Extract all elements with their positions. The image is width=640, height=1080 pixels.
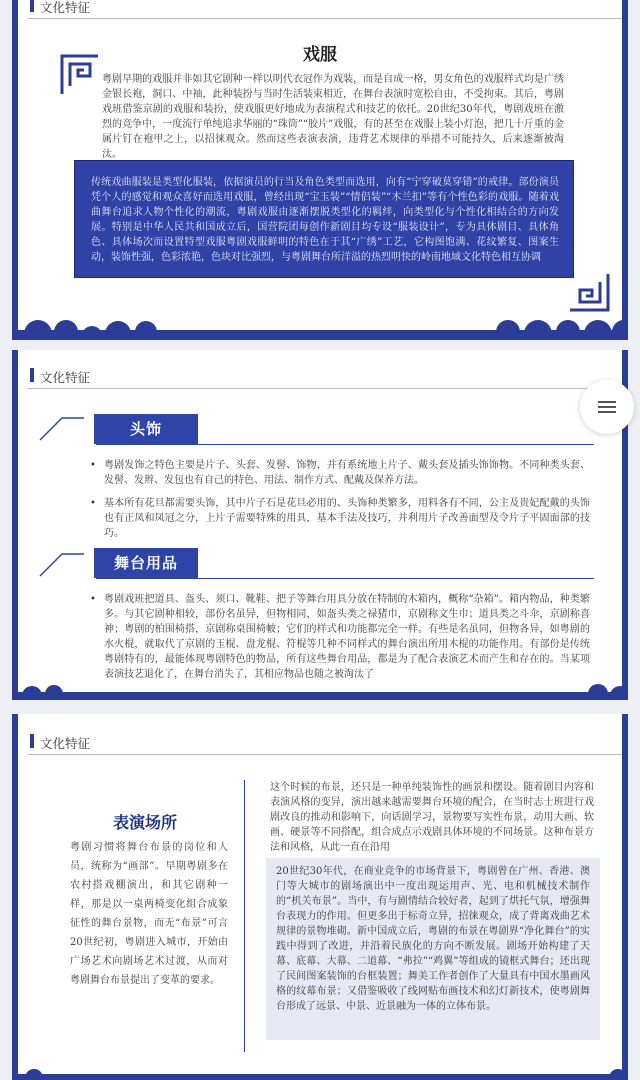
cloud-border xyxy=(18,314,628,340)
costume-info-text: 传统戏曲服装是类型化服装，依据演员的行当及角色类型而选用，向有“宁穿破莫穿错”的戒律。部份演员凭个人的感觉和观众喜好而选用戏服，曾经出现“宝玉装”“情侣装”“木兰扣”等有个性色彩的戏服。随着戏曲舞台追求人物个性化的潮流，粤剧戏服由逐渐摆脱类型化的羁绊，向类型化与个性化相结合的方向发展。特别是中华人民共和国成立后，国营院团每创作新剧目均专设“服装设计”，专为具体剧目、具体角色、具体场次而设置特型戏服粤剧戏服鲜明的特色在于其“广绣”工艺，它构图饱满、花纹繁复、图案生动，装饰性强，色彩浓艳，色块对比强烈，与粤剧舞台所洋溢的热烈明快的岭南地域文化特色相互协调 xyxy=(91,177,559,263)
list-item-text: 粤剧发饰之特色主要是片子、头套、发髻、饰物，并有系统地上片子、戴头套及插头饰饰物。不同种类头套、发髻、发辫、发包也有自己的特色、用法、制作方式、配戴及保养方法。 xyxy=(104,460,590,486)
venue-highlight-box xyxy=(266,858,600,1040)
section-title: 文化特征 xyxy=(40,370,91,385)
section-title: 文化特征 xyxy=(40,0,91,15)
section-marker xyxy=(30,734,34,748)
page-title: 戏服 xyxy=(303,45,337,65)
slash-decoration-icon xyxy=(38,552,84,578)
slide-accessories xyxy=(12,350,628,700)
list-item-text: 粤剧戏班把道具、盔头、须口、靴鞋、把子等舞台用具分放在特制的木箱内，概称“杂箱”。箱内物品，种类繁多。与其它剧种相较，部份名虽异，但物相同，如盔头类之禄猪巾，京剧称文生巾；道具类之斗伞，京剧称喜神；粤剧的柏围椅搭，京剧称桌围椅帔；它们的样式和功能都完全一样。有些是名虽同，但物各异，如粤剧的水火棍，就取代了京剧的玉棍、盘龙棍、符棍等几种不同样式的舞台演出所用木棍的功能作用。有部份是传统粤剧特有的，最能体现粤剧特色的物品，所有这些舞台用品，都是为了配合表演艺术而产生和存在的。当某项表演技艺退化了，在舞台消失了，其相应物品也随之被淘汰了 xyxy=(104,594,590,680)
list-item: • 基本所有花旦都需要头饰，其中片子石是花旦必用的、头饰种类繁多，用料各有不同，公主及贵妃配戴的头饰也有正凤和凤冠之分，上片子需要特殊的用具，基本手法及技巧，并利用片子改善面型及令片子平固面部的技巧。 xyxy=(90,498,590,539)
section-marker xyxy=(30,0,34,12)
heading-headwear: 头饰 xyxy=(94,414,198,444)
slide-costumes xyxy=(12,0,628,340)
stage-props-list xyxy=(90,592,590,682)
menu-icon xyxy=(598,398,616,416)
slash-decoration-icon xyxy=(38,416,84,442)
slide-venues xyxy=(12,714,628,1080)
cloud-border xyxy=(18,674,628,700)
column-divider xyxy=(244,780,245,1052)
costume-info-box xyxy=(74,160,574,278)
list-item: • 粤剧戏班把道具、盔头、须口、靴鞋、把子等舞台用具分放在特制的木箱内，概称“杂箱”。箱内物品，种类繁多。与其它剧种相较，部份名虽异，但物相同，如盔头类之禄猪巾，京剧称文生巾；道具类之斗伞，京剧称喜神；粤剧的柏围椅搭，京剧称桌围椅帔；它们的样式和功能都完全一样。有些是名虽同，但物各异，如粤剧的水火棍，就取代了京剧的玉棍、盘龙棍、符棍等几种不同样式的舞台演出所用木棍的功能作用。有部份是传统粤剧特有的，最能体现粤剧特色的物品，所有这些舞台用品，都是为了配合表演艺术而产生和存在的。当某项表演技艺退化了，在舞台消失了，其相应物品也随之被淘汰了 xyxy=(90,594,590,680)
corner-ornament-icon xyxy=(566,270,612,316)
cloud-border xyxy=(18,1054,628,1080)
venue-right-text: 这个时候的布景，还只是一种单纯装饰性的画景和摆设。随着剧目内容和表演风格的变异，演出越来越需要舞台环境的配合，在当时志士班进行戏剧改良的推动和影响下，向话剧学习，景物要写实性布景，动用大画、软画、硬景等不同搭配，组合成点示戏剧具体环境的不同场景。这种布景方法和风格，从此一直在沿用 xyxy=(270,782,594,853)
section-divider xyxy=(28,754,622,755)
section-marker xyxy=(30,368,34,382)
heading-underline xyxy=(96,578,594,579)
heading-underline xyxy=(96,444,594,445)
intro-paragraph: 粤剧早期的戏服并非如其它剧种一样以明代衣冠作为戏装，而是自成一格，男女角色的戏服样式均是广绣金银长袍，洞口、中袖，此种装扮与当时生活装束相近，在舞台表演时宽松自由，不受拘束。其后，粤剧戏班借鉴京剧的戏服和装扮，使戏服更好地成为表演程式和技艺的依托。20世纪30年代，粤剧戏班在激烈的竞争中，一度流行单纯追求华丽的“珠筒”“胶片”戏服，有的甚至在戏服上装小灯泡，把几十斤重的金属片钉在袍甲之上，以招徕观众。然而这些表演表演，违背艺术规律的举措不可能持久，后来逐渐被淘汰。 xyxy=(102,74,564,160)
section-title: 文化特征 xyxy=(40,736,91,751)
venue-title: 表演场所 xyxy=(112,813,177,832)
headwear-list xyxy=(90,458,590,541)
venue-left-text: 粤剧习惯将舞台布景的岗位和人员，统称为“画部”。早期粤剧多在农村搭戏棚演出，和其它剧种一样，那是以一桌两椅变化组合成象征性的舞台景物，而无“布景”可言20世纪初，粤剧进入城市，开始由广场艺术向剧场艺术过渡，从而对粤剧舞台布景提出了变革的要求。 xyxy=(70,842,228,986)
section-divider xyxy=(28,388,622,389)
menu-button[interactable] xyxy=(580,380,634,434)
list-item-text: 基本所有花旦都需要头饰，其中片子石是花旦必用的、头饰种类繁多，用料各有不同，公主及贵妃配戴的头饰也有正凤和凤冠之分，上片子需要特殊的用具，基本手法及技巧，并利用片子改善面型及令片子平固面部的技巧。 xyxy=(104,498,590,539)
section-divider xyxy=(28,18,622,19)
heading-stage-props: 舞台用品 xyxy=(94,548,198,578)
list-item: • 粤剧发饰之特色主要是片子、头套、发髻、饰物，并有系统地上片子、戴头套及插头饰饰物。不同种类头套、发髻、发辫、发包也有自己的特色、用法、制作方式、配戴及保养方法。 xyxy=(90,460,590,486)
venue-highlight-text: 20世纪30年代，在商业竞争的市场背景下，粤剧曾在广州、香港、澳门等大城市的剧场演出中一度出现运用声、光、电和机械技术制作的“机关布景”。当中，有与剧情结合较好者，起到了烘托气氛，增强舞台表现力的作用。但更多出于标奇立异，招徕观众，成了背离戏曲艺术规律的景物堆砌。新中国成立后，粤剧的布景在粤剧界“净化舞台”的实践中得到了改进，并沿着民族化的方向不断发展。剧场开始构建了天幕、底幕、大幕、二道幕、“弗拉”“鸡翼”等组成的镜框式舞台；还出现了民间图案装饰的台框装置；舞美工作者创作了大量具有中国水墨画风格的纹幕布景；又借鉴吸收了线网贴布画技术和幻灯新技术，使粤剧舞台形成了远景、中景、近景融为一体的立体布景。 xyxy=(276,866,590,1012)
